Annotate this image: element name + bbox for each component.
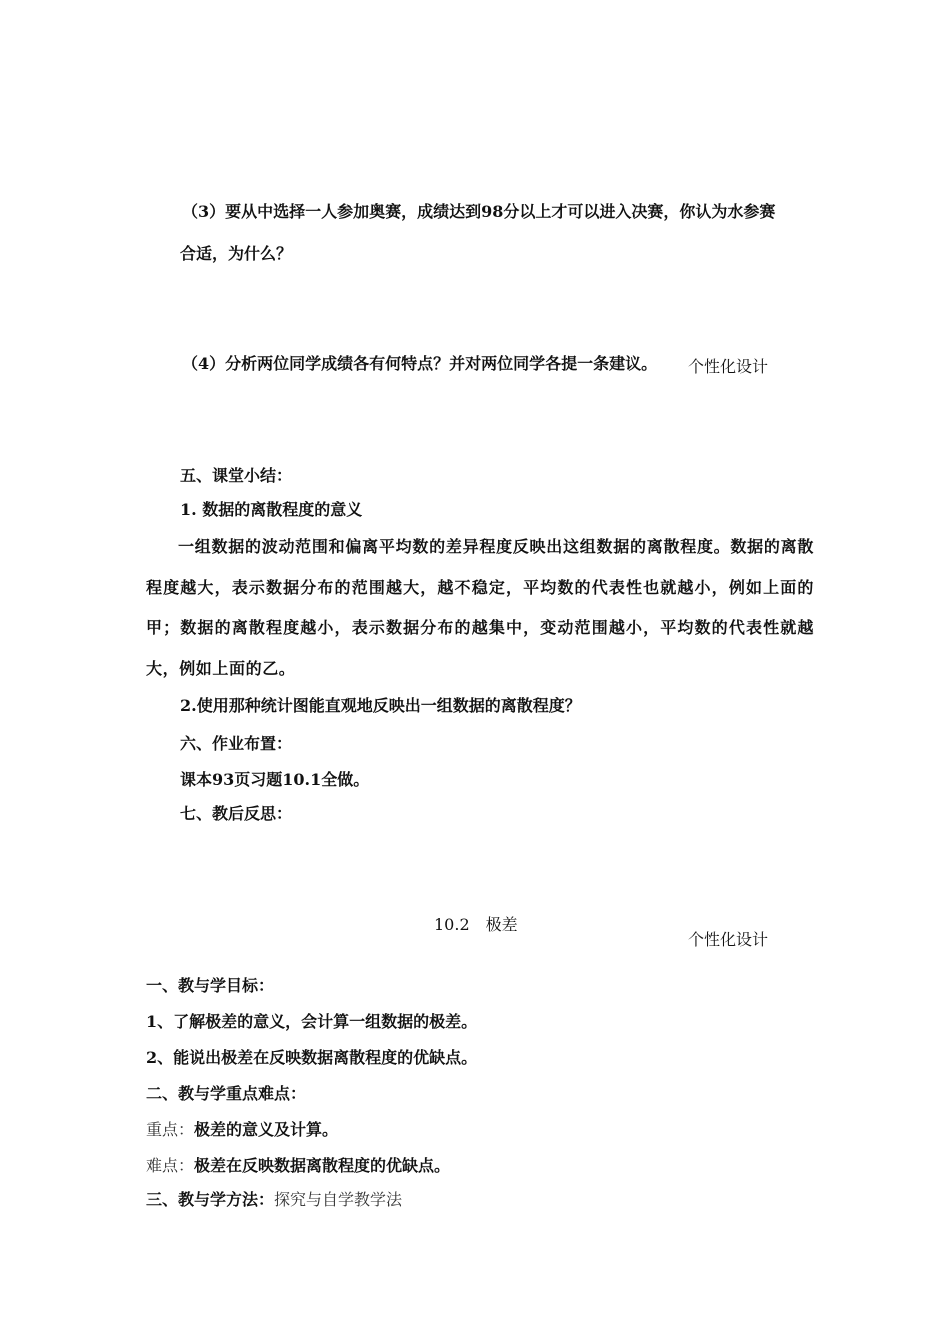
key-point-text: 极差的意义及计算。 bbox=[194, 1120, 339, 1139]
section-5-item-1-body: 一组数据的波动范围和偏离平均数的差异程度反映出这组数据的离散程度。数据的离散程度越大，表示数据分布的范围越大，越不稳定，平均数的代表性也就越小，例如上面的甲；数据的离散程度越小，表示数据分布的越集中，变动范围越小，平均数的代表性就越大，例如上面的乙。 bbox=[146, 537, 814, 678]
section-6-body: 课本93页习题10.1全做。 bbox=[180, 770, 370, 789]
key-point-label: 重点： bbox=[146, 1120, 195, 1139]
section-7-title: 七、教后反思： bbox=[180, 804, 293, 823]
section-5-title: 五、课堂小结： bbox=[180, 466, 293, 485]
lesson-title: 10.2 极差 bbox=[434, 915, 518, 934]
section-5-item-2: 2.使用那种统计图能直观地反映出一组数据的离散程度？ bbox=[180, 696, 581, 715]
methods-text: 探究与自学教学法 bbox=[274, 1190, 403, 1209]
goals-item-2: 2、能说出极差在反映数据离散程度的优缺点。 bbox=[146, 1048, 478, 1067]
key-points-title: 二、教与学重点难点： bbox=[146, 1084, 307, 1103]
goals-item-1: 1、了解极差的意义，会计算一组数据的极差。 bbox=[146, 1012, 478, 1031]
question-3-line-2: 合适，为什么？ bbox=[180, 244, 293, 263]
difficulty-label: 难点： bbox=[146, 1156, 195, 1175]
side-label-personalized-design: 个性化设计 bbox=[688, 930, 769, 949]
section-5-item-1-title: 1. 数据的离散程度的意义 bbox=[180, 500, 363, 519]
key-point-row bbox=[146, 1120, 338, 1140]
goals-title: 一、教与学目标： bbox=[146, 976, 275, 995]
methods-row bbox=[146, 1190, 402, 1210]
question-3-line-1: （3）要从中选择一人参加奥赛，成绩达到98分以上才可以进入决赛，你认为水参赛 bbox=[182, 202, 776, 221]
methods-title: 三、教与学方法： bbox=[146, 1190, 275, 1209]
question-4: （4）分析两位同学成绩各有何特点？并对两位同学各提一条建议。 bbox=[182, 354, 658, 373]
difficulty-text: 极差在反映数据离散程度的优缺点。 bbox=[194, 1156, 451, 1175]
section-6-title: 六、作业布置： bbox=[180, 734, 293, 753]
side-label-personalized-design: 个性化设计 bbox=[688, 357, 769, 376]
difficulty-row bbox=[146, 1156, 450, 1176]
